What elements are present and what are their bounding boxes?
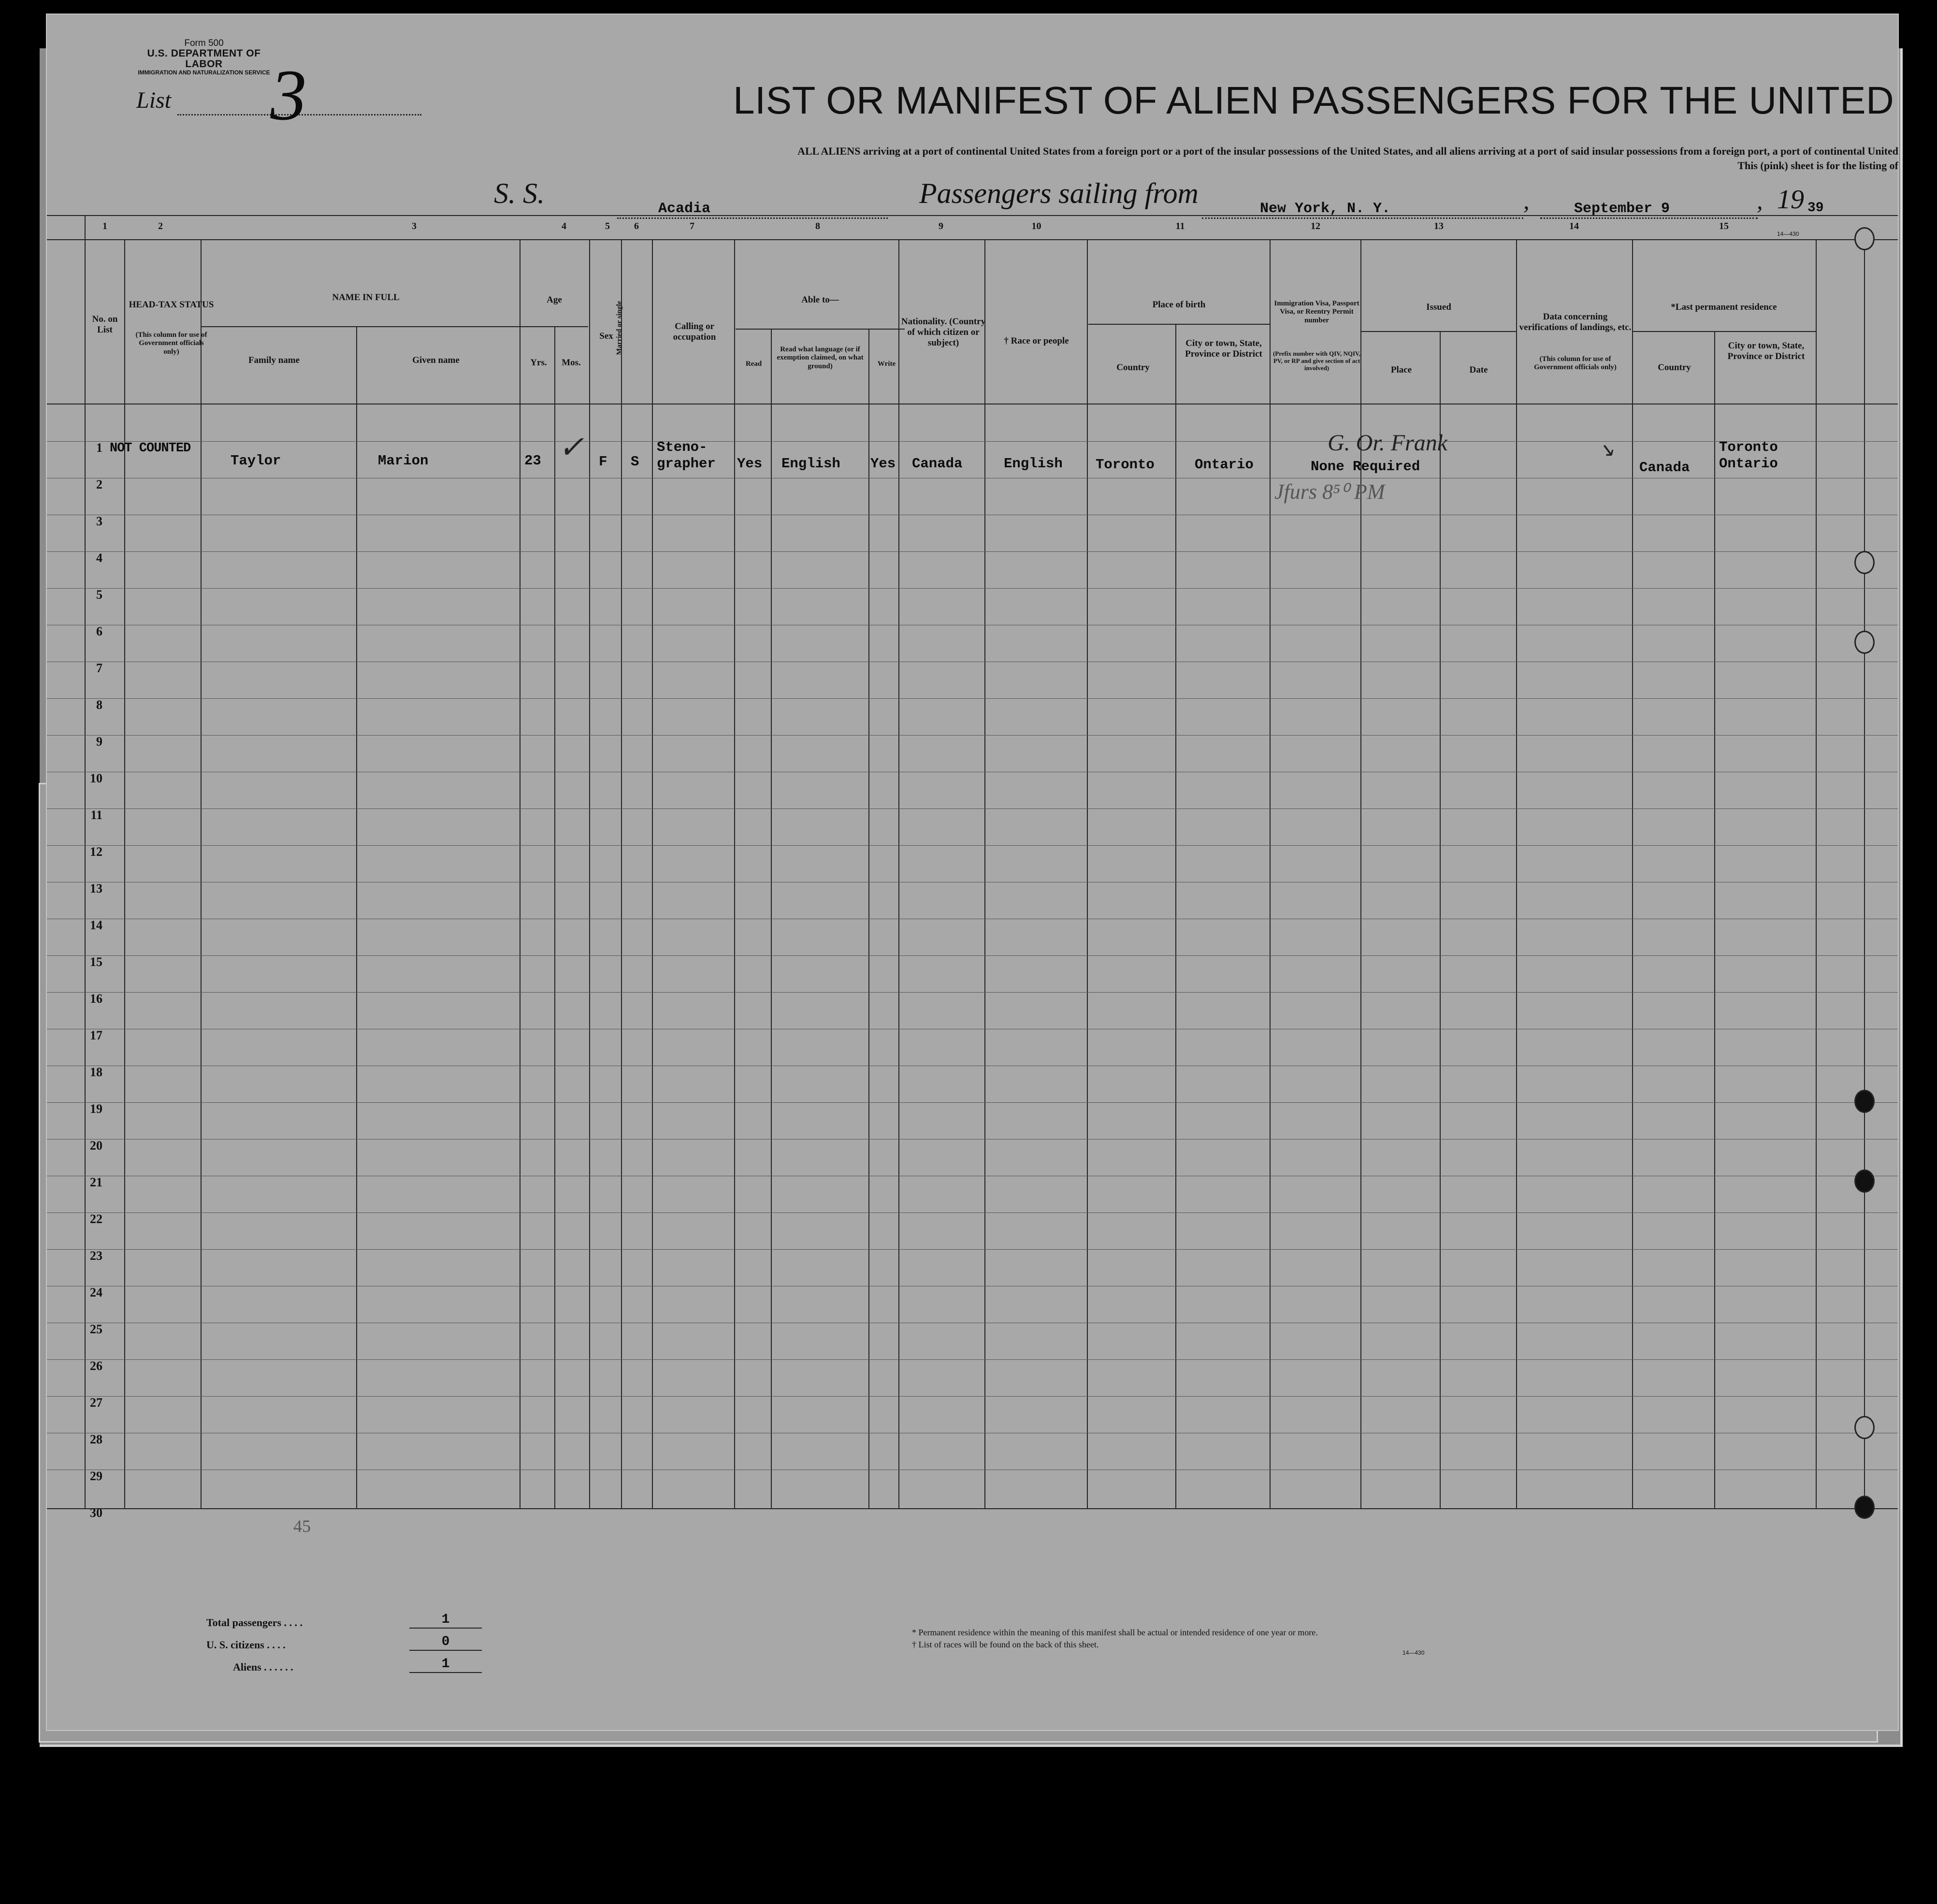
hdr-head-tax-note: (This column for use of Government officials only) <box>135 331 207 356</box>
row-number: 3 <box>96 514 102 528</box>
form-code-top: 14—430 <box>1777 231 1799 237</box>
department-name: U.S. DEPARTMENT OF LABOR <box>147 47 261 70</box>
hdr-issued: Issued <box>1426 302 1451 312</box>
hdr-visa: Immigration Visa, Passport Visa, or Reentry Permit number <box>1274 300 1359 324</box>
occupation-line-2: grapher <box>657 456 716 472</box>
table-row <box>47 1212 1898 1213</box>
colnum-13: 13 <box>1434 221 1444 231</box>
colnum-1: 1 <box>102 221 107 231</box>
birth-sub-rule <box>1088 324 1270 325</box>
hdr-res-city: City or town, State, Province or District <box>1727 341 1805 361</box>
binder-hole <box>1854 1496 1875 1519</box>
table-row <box>47 955 1898 956</box>
table-row <box>47 551 1898 552</box>
verification-mark: ↘ <box>1598 439 1615 461</box>
age-months-check: ✓ <box>558 430 584 464</box>
occupation-line-1: Steno- <box>657 439 708 455</box>
able-to-read: Yes <box>737 456 763 472</box>
row-number: 14 <box>90 918 102 932</box>
manifest-sheet <box>46 14 1899 1731</box>
colnum-10: 10 <box>1031 221 1041 231</box>
hdr-name-in-full: NAME IN FULL <box>332 292 400 303</box>
colnum-8: 8 <box>815 221 820 231</box>
residence-sub-rule <box>1632 331 1816 332</box>
row-number: 1 <box>96 441 102 455</box>
service-name: IMMIGRATION AND NATURALIZATION SERVICE <box>138 69 270 76</box>
row-number: 18 <box>90 1065 102 1079</box>
hdr-res-country: Country <box>1658 362 1691 373</box>
us-citizens-value: 0 <box>409 1635 482 1651</box>
hdr-nationality: Nationality. (Country of which citizen or subject) <box>901 317 986 348</box>
table-row <box>47 1139 1898 1140</box>
binder-hole <box>1854 227 1875 250</box>
age-years: 23 <box>524 453 541 469</box>
residence-city-line-2: Ontario <box>1719 456 1778 472</box>
instruction-text-2: This (pink) sheet is for the listing of <box>1737 159 1898 172</box>
colnum-11: 11 <box>1175 221 1185 231</box>
row-number: 26 <box>90 1359 102 1373</box>
hdr-place-of-birth: Place of birth <box>1152 300 1206 310</box>
binder-hole <box>1854 1416 1875 1439</box>
table-row <box>47 845 1898 846</box>
row-number: 27 <box>90 1396 102 1410</box>
form-code-bottom: 14—430 <box>1402 1649 1425 1656</box>
row-number: 16 <box>90 992 102 1006</box>
able-sub-rule <box>736 329 905 330</box>
hdr-residence: *Last permanent residence <box>1671 302 1777 312</box>
family-name: Taylor <box>231 453 281 469</box>
table-row <box>47 735 1898 736</box>
hdr-read-what: Read what language (or if exemption claimed, on what ground) <box>777 346 864 370</box>
binder-hole <box>1854 1169 1875 1193</box>
row-number: 2 <box>96 477 102 491</box>
table-row <box>47 588 1898 589</box>
manifest-footer <box>47 1509 1898 1702</box>
colnum-2: 2 <box>158 221 163 231</box>
page-title: LIST OR MANIFEST OF ALIEN PASSENGERS FOR THE UNITED <box>733 79 1894 122</box>
table-row <box>47 1359 1898 1360</box>
row-number: 10 <box>90 771 102 785</box>
hdr-birth-country: Country <box>1116 362 1150 373</box>
hdr-race: † Race or people <box>1004 336 1069 346</box>
row-number: 23 <box>90 1249 102 1263</box>
year-suffix: 39 <box>1807 201 1824 216</box>
hdr-married: Married or single <box>615 301 623 355</box>
sex: F <box>599 454 607 470</box>
footnote-residence: * Permanent residence within the meaning of this manifest shall be actual or intended residence of one year or more. <box>912 1628 1318 1637</box>
row-number: 30 <box>90 1506 102 1520</box>
header-top-rule <box>47 215 1898 216</box>
column-headers <box>47 215 1898 404</box>
marital-status: S <box>631 454 639 470</box>
comma-2: , <box>1757 187 1763 214</box>
colnum-6: 6 <box>634 221 639 231</box>
colnum-3: 3 <box>412 221 417 231</box>
header-number-rule <box>47 239 1898 240</box>
hdr-write: Write <box>877 360 896 368</box>
race: English <box>1004 456 1063 472</box>
departure-port: New York, N. Y. <box>1260 201 1391 217</box>
row-number: 15 <box>90 955 102 969</box>
visa-number: None Required <box>1311 459 1420 475</box>
residence-city-line-1: Toronto <box>1719 439 1778 455</box>
head-tax-status: NOT COUNTED <box>110 441 191 456</box>
visa-handwriting-faint: Jfurs 8⁵⁰ PM <box>1274 480 1385 504</box>
list-number-handwritten: 3 <box>270 55 307 135</box>
binder-hole <box>1854 631 1875 654</box>
issued-sub-rule <box>1361 331 1516 332</box>
binder-hole <box>1854 551 1875 574</box>
row-number: 5 <box>96 588 102 602</box>
list-label: List <box>136 87 172 113</box>
hdr-able-to: Able to— <box>801 295 839 305</box>
hdr-no-on-list: No. on List <box>92 314 118 335</box>
footnote-races: † List of races will be found on the back of this sheet. <box>912 1640 1099 1649</box>
hdr-family-name: Family name <box>248 355 300 365</box>
row-number: 28 <box>90 1432 102 1446</box>
table-row <box>47 1249 1898 1250</box>
row-number: 24 <box>90 1285 102 1299</box>
able-to-write: Yes <box>870 456 896 472</box>
table-row <box>47 808 1898 809</box>
passenger-table <box>47 404 1898 1536</box>
row-number: 12 <box>90 845 102 859</box>
row-number: 19 <box>90 1102 102 1116</box>
row-number: 17 <box>90 1028 102 1042</box>
us-citizens-label: U. S. citizens . . . . <box>206 1639 286 1651</box>
row-number: 9 <box>96 735 102 749</box>
language: English <box>781 456 840 472</box>
row-number: 20 <box>90 1139 102 1153</box>
hdr-read: Read <box>745 360 762 368</box>
hdr-yrs: Yrs. <box>530 358 547 368</box>
hdr-birth-city: City or town, State, Province or District <box>1185 338 1262 359</box>
visa-handwriting: G. Or. Frank <box>1328 430 1447 456</box>
row-number: 29 <box>90 1469 102 1483</box>
ss-label: S. S. <box>494 177 545 209</box>
row-number: 4 <box>96 551 102 565</box>
row-number: 21 <box>90 1175 102 1189</box>
name-sub-rule <box>202 326 554 327</box>
colnum-12: 12 <box>1311 221 1320 231</box>
birth-city: Ontario <box>1195 457 1254 473</box>
row-number: 7 <box>96 661 102 675</box>
comma-1: , <box>1523 187 1530 214</box>
birth-country: Toronto <box>1096 457 1155 473</box>
table-row <box>47 441 1898 442</box>
row-number: 6 <box>96 624 102 638</box>
colnum-4: 4 <box>562 221 566 231</box>
hdr-given-name: Given name <box>412 355 460 365</box>
sailing-label: Passengers sailing from <box>919 177 1199 209</box>
year-prefix: 19 <box>1777 185 1804 215</box>
aliens-value: 1 <box>409 1657 482 1673</box>
table-row <box>47 1102 1898 1103</box>
hdr-calling: Calling or occupation <box>673 321 716 342</box>
given-name: Marion <box>378 453 429 469</box>
row-number: 11 <box>90 808 102 822</box>
residence-country: Canada <box>1639 460 1690 476</box>
hdr-issued-date: Date <box>1469 365 1488 375</box>
bottom-mark: 45 <box>293 1516 311 1536</box>
row-number: 22 <box>90 1212 102 1226</box>
colnum-7: 7 <box>690 221 694 231</box>
row-number: 13 <box>90 881 102 895</box>
hdr-verifications: Data concerning verifications of landings, etc. <box>1519 312 1632 332</box>
hdr-verifications-note: (This column for use of Government officials only) <box>1534 355 1617 372</box>
row-number: 25 <box>90 1322 102 1336</box>
colnum-9: 9 <box>939 221 943 231</box>
total-passengers-value: 1 <box>409 1613 482 1629</box>
instruction-text-1: ALL ALIENS arriving at a port of continental United States from a foreign port or a port of the insular possessions of the United States, and all aliens arriving at a port of said insular possessions from a foreign port, a port of continental United <box>797 145 1898 157</box>
hdr-visa-note: (Prefix number with QIV, NQIV, PV, or RP and give section of act involved) <box>1272 350 1361 372</box>
hdr-issued-place: Place <box>1390 365 1412 375</box>
hdr-sex: Sex <box>599 331 613 341</box>
nationality: Canada <box>912 456 963 472</box>
form-number: Form 500 <box>184 38 224 48</box>
departure-date: September 9 <box>1574 201 1670 217</box>
hdr-mos: Mos. <box>562 358 581 368</box>
hdr-head-tax: HEAD-TAX STATUS <box>129 300 214 310</box>
total-passengers-label: Total passengers . . . . <box>206 1616 303 1629</box>
ship-name: Acadia <box>658 201 711 217</box>
colnum-5: 5 <box>605 221 610 231</box>
colnum-15: 15 <box>1719 221 1729 231</box>
table-row <box>47 992 1898 993</box>
table-row <box>47 698 1898 699</box>
row-number: 8 <box>96 698 102 712</box>
colnum-14: 14 <box>1569 221 1579 231</box>
binder-hole <box>1854 1090 1875 1113</box>
hdr-age: Age <box>547 295 562 305</box>
table-row <box>47 1396 1898 1397</box>
aliens-label: Aliens . . . . . . <box>233 1661 293 1673</box>
